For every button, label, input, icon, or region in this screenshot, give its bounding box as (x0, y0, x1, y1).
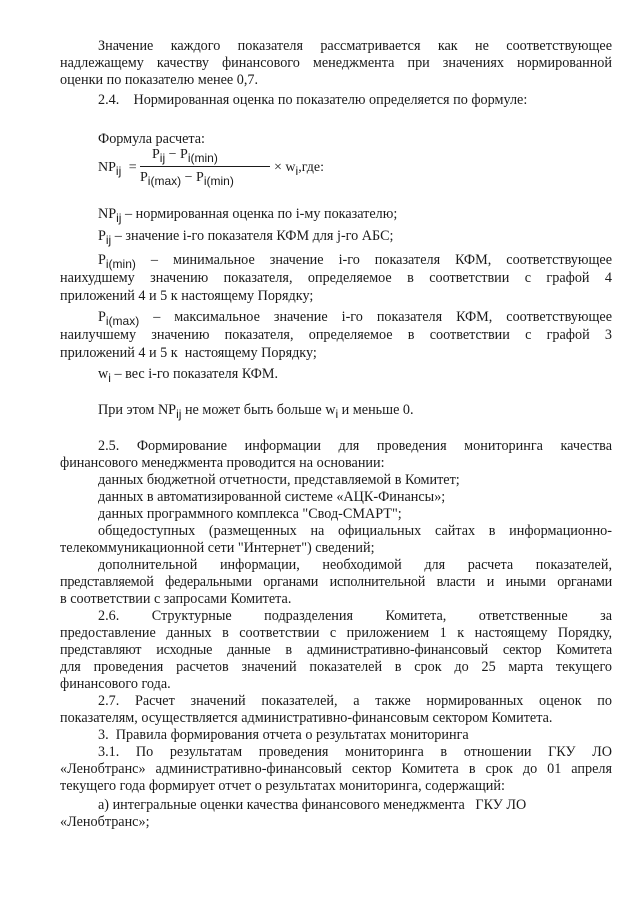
text-line: приложений 4 и 5 к настоящему Порядку; (60, 345, 317, 361)
text-line: приложений 4 и 5 к настоящему Порядку; (60, 288, 314, 304)
text-line: данных в автоматизированной системе «АЦК-Финансы»; (98, 489, 446, 505)
text-line: дополнительной информации, необходимой для расчета показателей, (98, 557, 612, 573)
text-line: 2.7. Расчет значений показателей, а также нормированных оценок по (98, 693, 612, 709)
document-page: Значение каждого показателя рассматривается как не соответствующее надлежащему качеству финансового менеджмента при значениях нормированной оценки по показателю менее 0,7. 2.4. Нормированная оценка по показателю определяется по формуле: Формула расчета: $NP_{ij}$ = $P_{ij} - P_{i(min)}$ $P_{i(max)} - P_{i(min)}$ × $w_i,где$: $NP_{ij}$ – нормированная оценка по i-му показателю; $P_{ij}$ – значение i-го показателя КФМ для j-го АБС; $P_{i(min)}$ – минимальное значение i-го показателя КФМ, соответствующее наихудшему значению показателя, определяемое в соответствии с графой 4 приложений 4 и 5 к настоящему Порядку; $P_{i(max)}$ – максимальное значение i-го показателя КФМ, соответствующее наилучшему значению показателя, определяемое в соответствии с графой 3 приложений 4 и 5 к настоящему Порядку; $w_i$ – вес i-го показателя КФМ. При этом $NP_{ij}$ не может быть больше $w_i$ и меньше 0. 2.5. Формирование информации для проведения мониторинга качества финансового менеджмента проводится на основании: данных бюджетной отчетности, представляемой в Комитет; данных в автоматизированной системе «АЦК-Финансы»; данных программного комплекса "Свод-СМАРТ"; общедоступных (размещенных на официальных сайтах в информационно- телекоммуникационной сети "Интернет") сведений; дополнительной информации, необходимой для расчета показателей, представляемой федеральными органами исполнительной власти и иными органами в соответствии с запросами Комитета. 2.6. Структурные подразделения Комитета, ответственные за предоставление данных в соответствии с приложением 1 к настоящему Порядку, представляют исходные данные в административно-финансовый сектор Комитета для проведения расчетов значений показателей в срок до 25 марта текущего финансового года. 2.7. Расчет значений показателей, а также нормированных оценок по показателям, осуществляется административно-финансовым сектором Комитета. 3. Правила формирования отчета о результатах мониторинга 3.1. По результатам проведения мониторинга в отношении ГКУ ЛО «Ленобтранс» административно-финансовый сектор Комитета в срок до 01 апреля текущего года формирует отчет о результатах мониторинга, содержащий: а) интегральные оценки качества финансового менеджмента ГКУ ЛО «Ленобтранс»; (60, 38, 612, 830)
text-line: 2.6. Структурные подразделения Комитета, ответственные за (98, 608, 612, 624)
section-heading: 2.4. Нормированная оценка по показателю определяется по формуле: (98, 92, 528, 108)
formula-caption: Формула расчета: (98, 131, 206, 147)
text-line: для проведения расчетов значений показателей в срок до 25 марта текущего (60, 659, 612, 675)
note-line: При этом $NP_{ij}$ не может быть больше $w_i$ и меньше 0. (98, 402, 414, 421)
text-line: «Ленобтранс»; (60, 814, 150, 830)
text-line: наихудшему значению показателя, определяемое в соответствии с графой 4 (60, 270, 612, 286)
formula-eq: = (128, 160, 137, 175)
text-line: оценки по показателю менее 0,7. (60, 72, 259, 88)
text-line: в соответствии с запросами Комитета. (60, 591, 292, 607)
text-line: текущего года формирует отчет о результатах мониторинга, содержащий: (60, 778, 505, 794)
formula-multiplier: × $w_i,где$: (274, 160, 324, 178)
text-line: данных программного комплекса "Свод-СМАРТ"; (98, 506, 402, 522)
formula-denominator: $P_{i(max)} - P_{i(min)}$ (140, 170, 234, 188)
text-line: «Ленобтранс» административно-финансовый сектор Комитета в срок до 01 апреля (60, 761, 612, 777)
formula-lhs: NP (98, 160, 116, 175)
definition-np: $NP_{ij}$ – нормированная оценка по i-му показателю; (98, 206, 398, 225)
text-line: финансового года. (60, 676, 171, 692)
text-line: 3.1. По результатам проведения мониторинга в отношении ГКУ ЛО (98, 744, 612, 760)
text-line: общедоступных (размещенных на официальных сайтах в информационно- (98, 523, 612, 539)
text-line: а) интегральные оценки качества финансового менеджмента ГКУ ЛО (98, 797, 527, 813)
fraction-bar (140, 166, 270, 167)
definition-pmax: $P_{i(max)}$ – максимальное значение i-го показателя КФМ, соответствующее (98, 309, 612, 328)
text-line: представляемой федеральными органами исполнительной власти и иными органами (60, 574, 612, 590)
formula-numerator: $P_{ij} - P_{i(min)}$ (152, 147, 218, 165)
text-line: наилучшему значению показателя, определяемое в соответствии с графой 3 (60, 327, 612, 343)
definition-pmin: $P_{i(min)}$ – минимальное значение i-го показателя КФМ, соответствующее (98, 252, 612, 271)
definition-w: $w_i$ – вес i-го показателя КФМ. (98, 366, 279, 385)
text-line: финансового менеджмента проводится на основании: (60, 455, 385, 471)
text-line: показателям, осуществляется административно-финансовым сектором Комитета. (60, 710, 553, 726)
text-line: 2.5. Формирование информации для проведения мониторинга качества (98, 438, 612, 454)
text-line: Значение каждого показателя рассматривается как не соответствующее (98, 38, 612, 54)
text-line: предоставление данных в соответствии с приложением 1 к настоящему Порядку, (60, 625, 612, 641)
text-line: представляют исходные данные в административно-финансовый сектор Комитета (60, 642, 612, 658)
text-line: телекоммуникационной сети "Интернет") сведений; (60, 540, 375, 556)
section-heading: 3. Правила формирования отчета о результатах мониторинга (98, 727, 469, 743)
text-line: надлежащему качеству финансового менеджмента при значениях нормированной (60, 55, 612, 71)
definition-pij: $P_{ij}$ – значение i-го показателя КФМ для j-го АБС; (98, 228, 394, 247)
text-line: данных бюджетной отчетности, представляемой в Комитет; (98, 472, 460, 488)
